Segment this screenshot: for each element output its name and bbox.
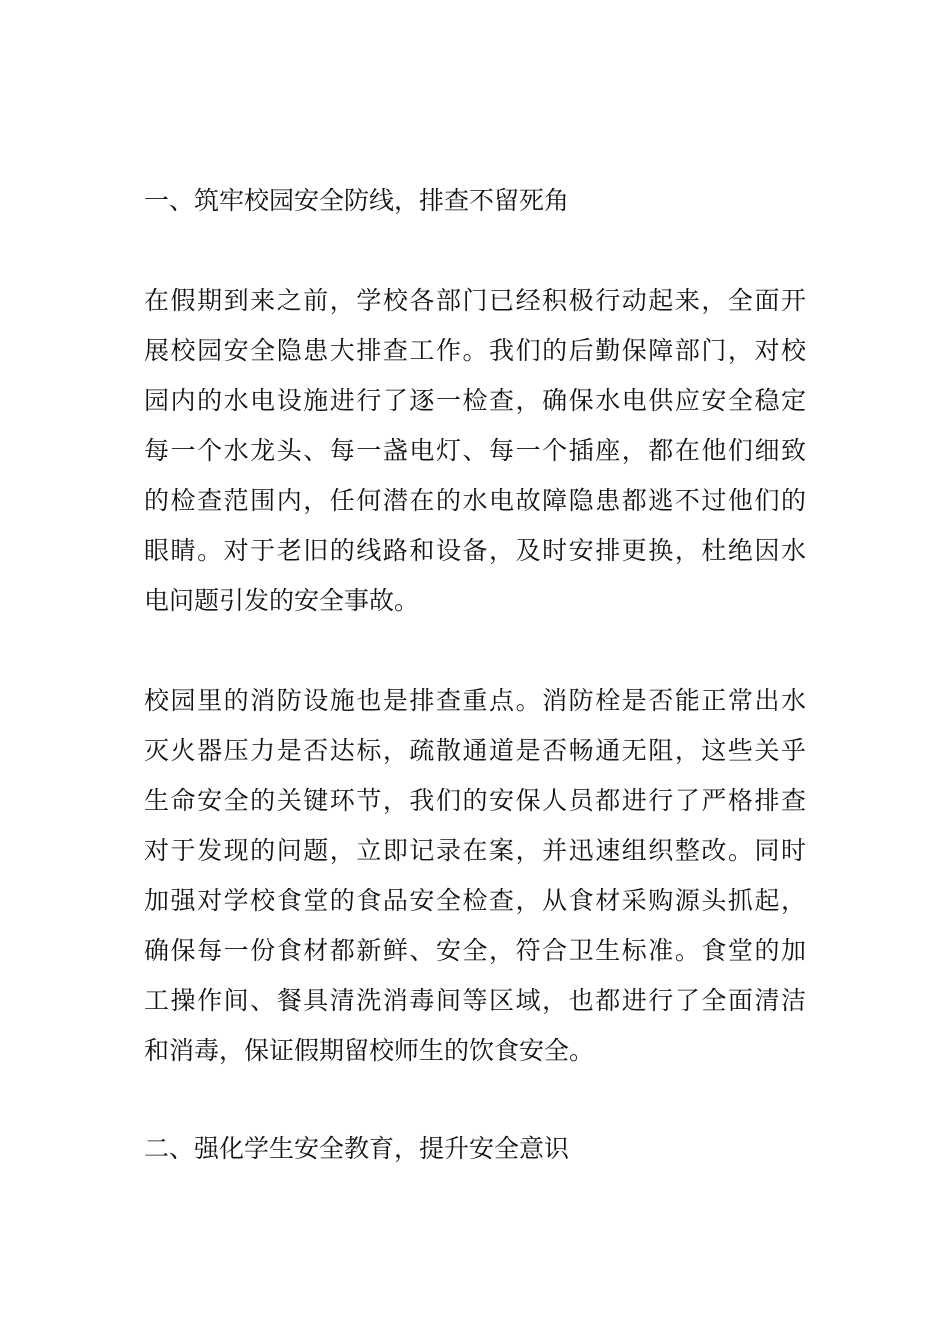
section-heading-2: 二、强化学生安全教育，提升安全意识 <box>144 1134 570 1163</box>
paragraph-line: 展校园安全隐患大排查工作。我们的后勤保障部门，对校 <box>144 336 806 365</box>
paragraph-2 <box>144 676 806 1076</box>
paragraph-line: 每一个水龙头、每一盏电灯、每一个插座，都在他们细致 <box>144 436 806 465</box>
paragraph-line: 在假期到来之前，学校各部门已经积极行动起来，全面开 <box>144 286 806 315</box>
paragraph-line: 校园里的消防设施也是排查重点。消防栓是否能正常出水 <box>144 686 806 715</box>
paragraph-line: 工操作间、餐具清洗消毒间等区域，也都进行了全面清洁 <box>144 986 806 1015</box>
paragraph-line: 对于发现的问题，立即记录在案，并迅速组织整改。同时 <box>144 836 806 865</box>
paragraph-line: 电问题引发的安全事故。 <box>144 586 420 615</box>
paragraph-line: 和消毒，保证假期留校师生的饮食安全。 <box>144 1036 595 1065</box>
paragraph-line: 眼睛。对于老旧的线路和设备，及时安排更换，杜绝因水 <box>144 536 806 565</box>
paragraph-line: 园内的水电设施进行了逐一检查，确保水电供应安全稳定 <box>144 386 806 415</box>
paragraph-line: 确保每一份食材都新鲜、安全，符合卫生标准。食堂的加 <box>144 936 806 965</box>
paragraph-line: 加强对学校食堂的食品安全检查，从食材采购源头抓起， <box>144 886 806 915</box>
paragraph-line: 的检查范围内，任何潜在的水电故障隐患都逃不过他们的 <box>144 486 806 515</box>
paragraph-line: 生命安全的关键环节，我们的安保人员都进行了严格排查 <box>144 786 806 815</box>
paragraph-1 <box>144 276 806 626</box>
paragraph-line: 灭火器压力是否达标，疏散通道是否畅通无阻，这些关乎 <box>144 736 806 765</box>
section-heading-1: 一、筑牢校园安全防线，排查不留死角 <box>144 186 570 215</box>
